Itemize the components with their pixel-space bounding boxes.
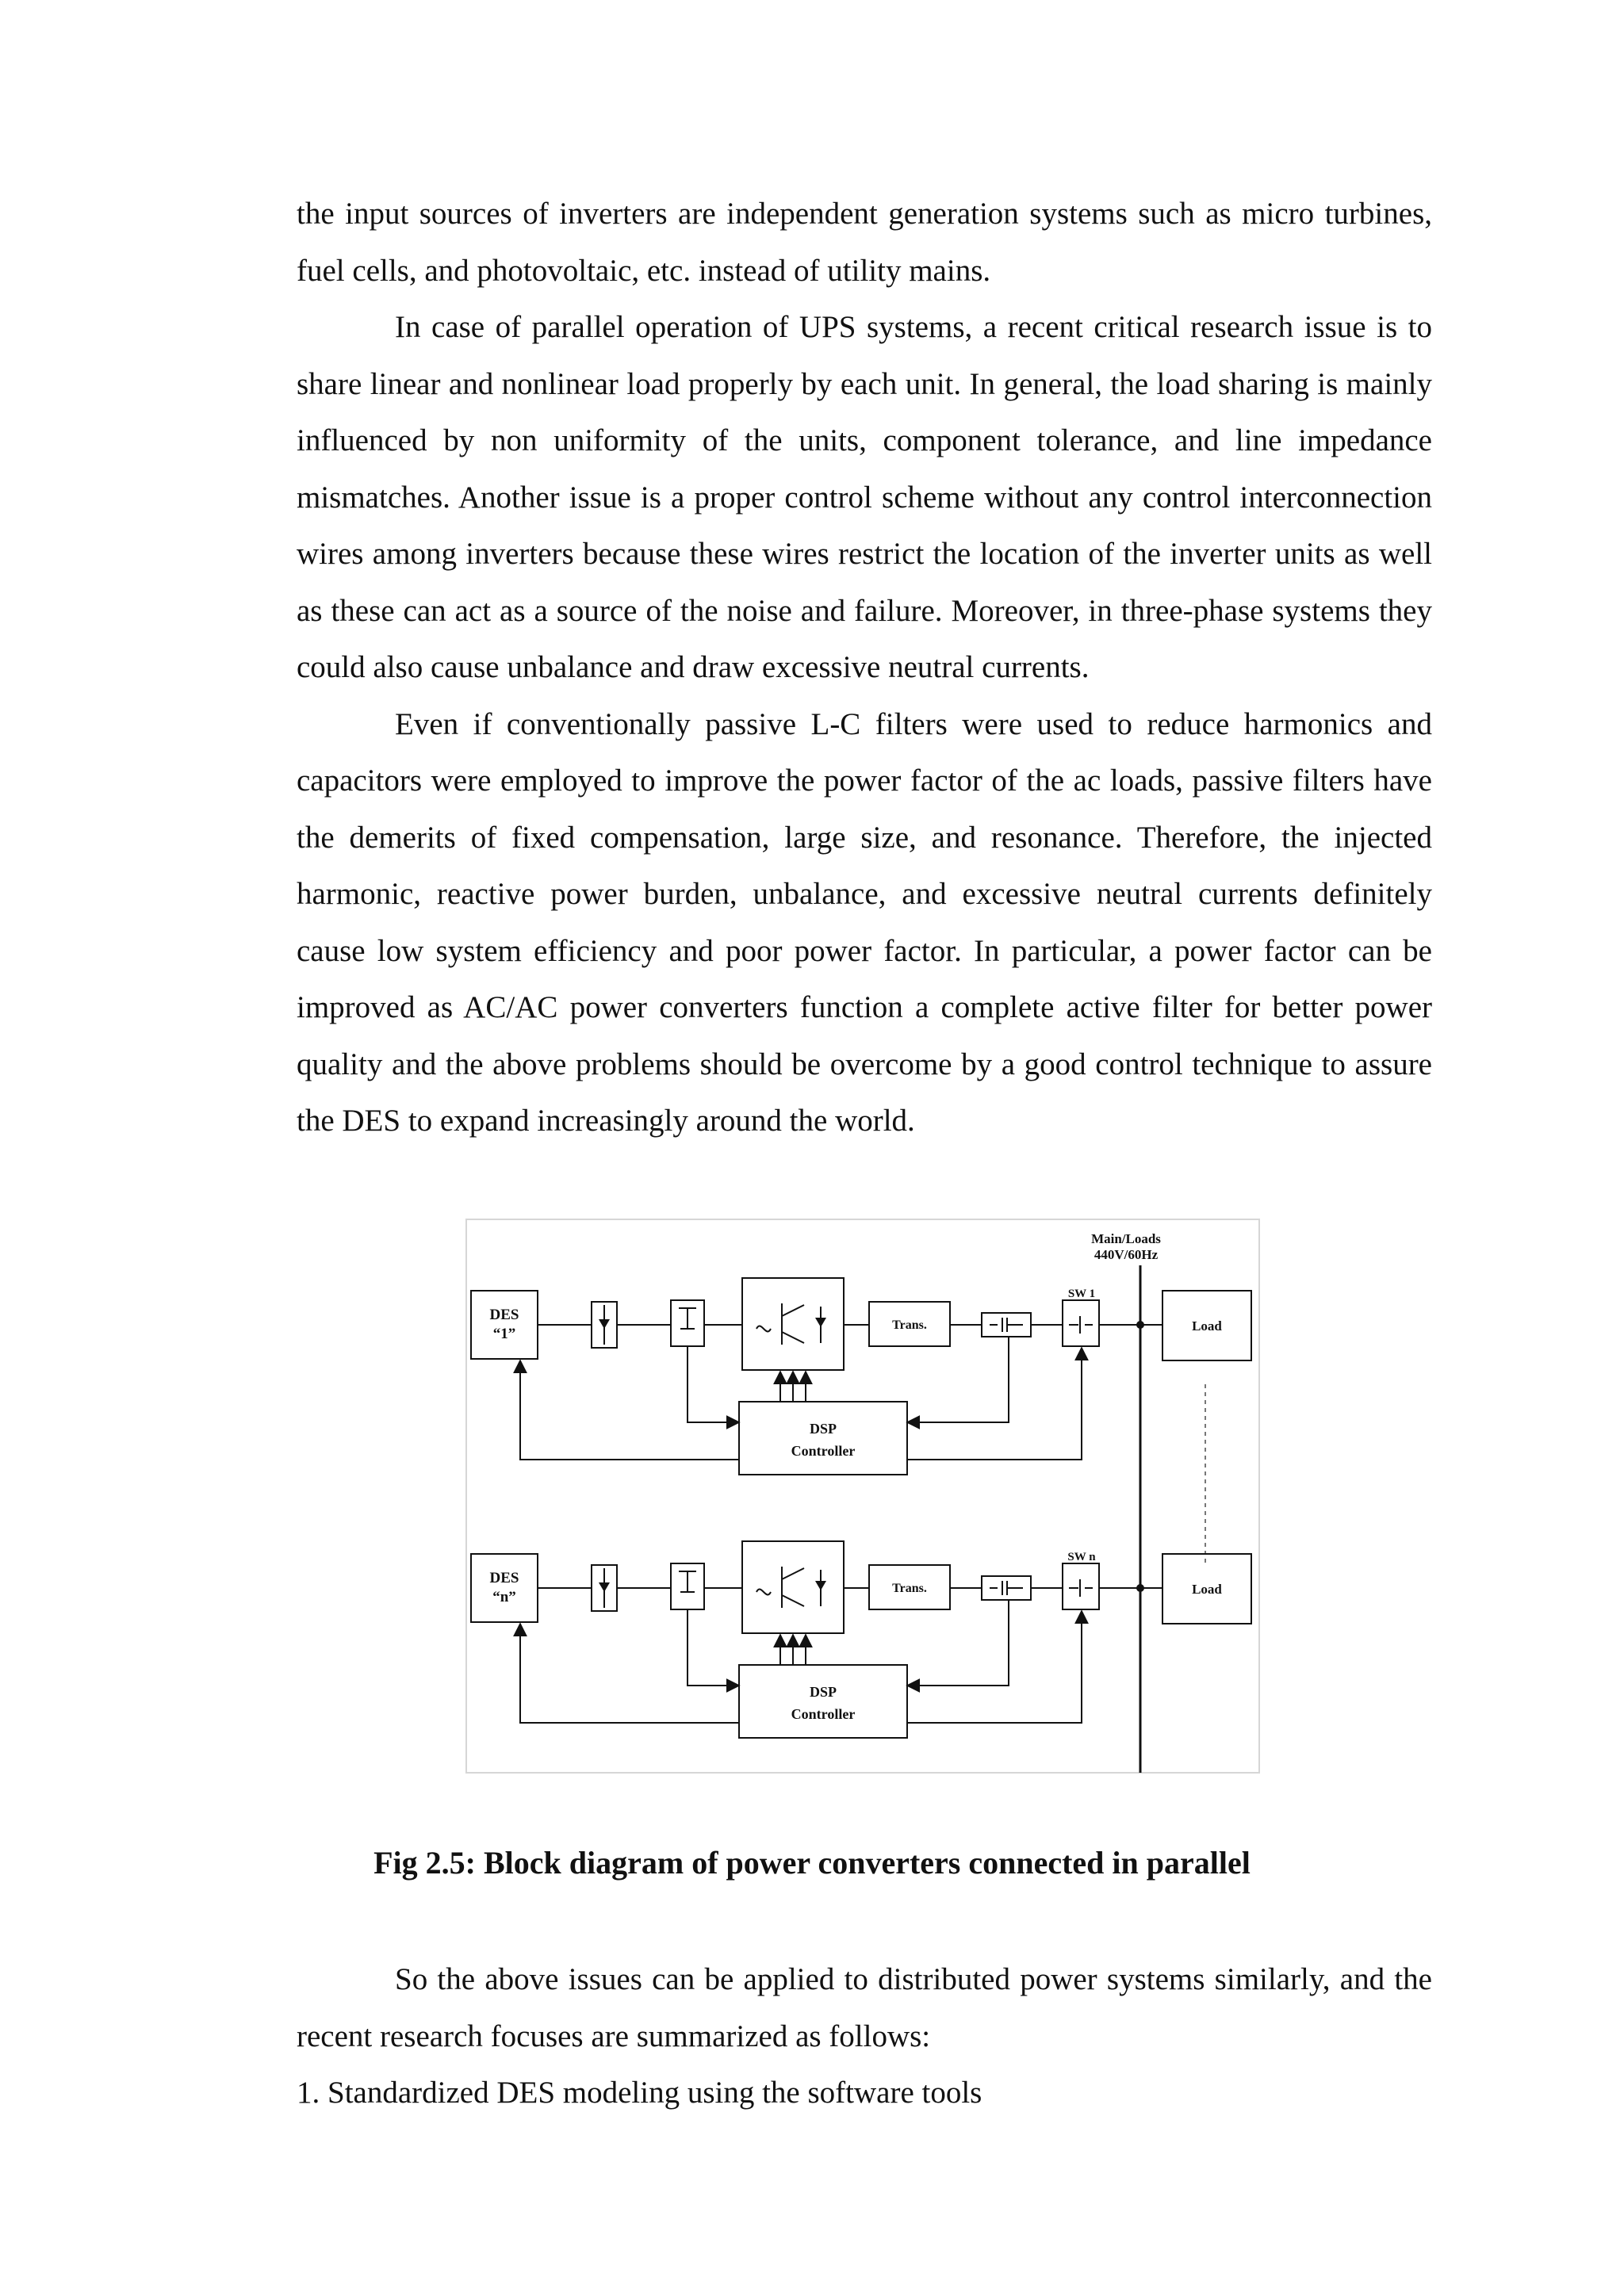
switch-icon — [1069, 1579, 1093, 1597]
body-text-bottom — [297, 1951, 1432, 2122]
des-block-1 — [471, 1291, 538, 1359]
diode-icon — [599, 1582, 610, 1592]
inverter-block-1 — [742, 1278, 844, 1370]
unit-n — [471, 1541, 1251, 1738]
capacitor-icon — [990, 1581, 1023, 1595]
paragraph-1: the input sources of inverters are independent generation systems such as micro turbines, fuel cells, and photovoltaic, etc. instead of utility mains. — [297, 197, 1432, 288]
block-diagram-figure — [465, 1218, 1262, 1776]
dsp-1-controller-label: Controller — [791, 1443, 856, 1459]
des-n-number: “n” — [492, 1589, 516, 1605]
des-n-label: DES — [489, 1570, 519, 1586]
igbt-icon — [782, 1567, 804, 1608]
transformer-n-label: Trans. — [892, 1582, 927, 1595]
bus-label-line1: Main/Loads — [1091, 1231, 1161, 1246]
inverter-block-n — [742, 1541, 844, 1633]
dsp-controller-block-n — [739, 1665, 907, 1738]
paragraph-2: In case of parallel operation of UPS systems, a recent critical research issue is to share linear and nonlinear load properly by each unit. In general, the load sharing is mainly influenced by non uniformity of the units, component tolerance, and line impedance mismatches. Another issue is a proper control scheme without any control interconnection wires among inverters because these wires restrict the location of the inverter units as well as these can act as a source of the noise and failure. Moreover, in three-phase systems they could also cause unbalance and draw excessive neutral currents. — [297, 310, 1432, 684]
source-icon — [756, 1590, 771, 1595]
unit-1 — [471, 1278, 1251, 1475]
des-block-n — [471, 1554, 538, 1622]
source-icon — [756, 1326, 771, 1332]
paragraph-3: Even if conventionally passive L-C filters were used to reduce harmonics and capacitors were employed to improve the power factor of the ac loads, passive filters have the demerits of fixed compensation, large size, and resonance. Therefore, the injected harmonic, reactive power burden, unbalance, and excessive neutral currents definitely cause low system efficiency and poor power factor. In particular, a power factor can be improved as AC/AC power converters function a complete active filter for better power quality and the above problems should be overcome by a good control technique to assure the DES to expand increasingly around the world. — [297, 706, 1432, 1138]
diode-icon — [599, 1319, 610, 1329]
switch-icon — [679, 1571, 696, 1592]
dsp-n-controller-label: Controller — [791, 1706, 856, 1722]
igbt-icon — [782, 1303, 804, 1345]
load-1-label: Load — [1192, 1318, 1222, 1334]
figure-caption: Fig 2.5: Block diagram of power converters connected in parallel — [373, 1845, 1251, 1881]
paragraph-4: So the above issues can be applied to distributed power systems similarly, and the recent research focuses are summarized as follows: — [297, 1962, 1432, 2053]
capacitor-icon — [990, 1318, 1023, 1332]
transformer-1-label: Trans. — [892, 1318, 927, 1332]
list-item-1: 1. Standardized DES modeling using the software tools — [297, 2076, 982, 2110]
body-text-top — [297, 186, 1432, 1150]
des-1-number: “1” — [492, 1326, 516, 1342]
switch-icon — [679, 1308, 696, 1329]
switch-icon — [1069, 1316, 1093, 1334]
load-n-label: Load — [1192, 1582, 1222, 1597]
dsp-controller-block-1 — [739, 1402, 907, 1475]
des-1-label: DES — [489, 1307, 519, 1323]
dsp-1-label: DSP — [809, 1421, 837, 1437]
switch-1-label: SW 1 — [1067, 1288, 1096, 1300]
dsp-n-label: DSP — [809, 1684, 837, 1700]
switch-n-label: SW n — [1067, 1551, 1096, 1563]
bus-label-line2: 440V/60Hz — [1094, 1247, 1159, 1262]
